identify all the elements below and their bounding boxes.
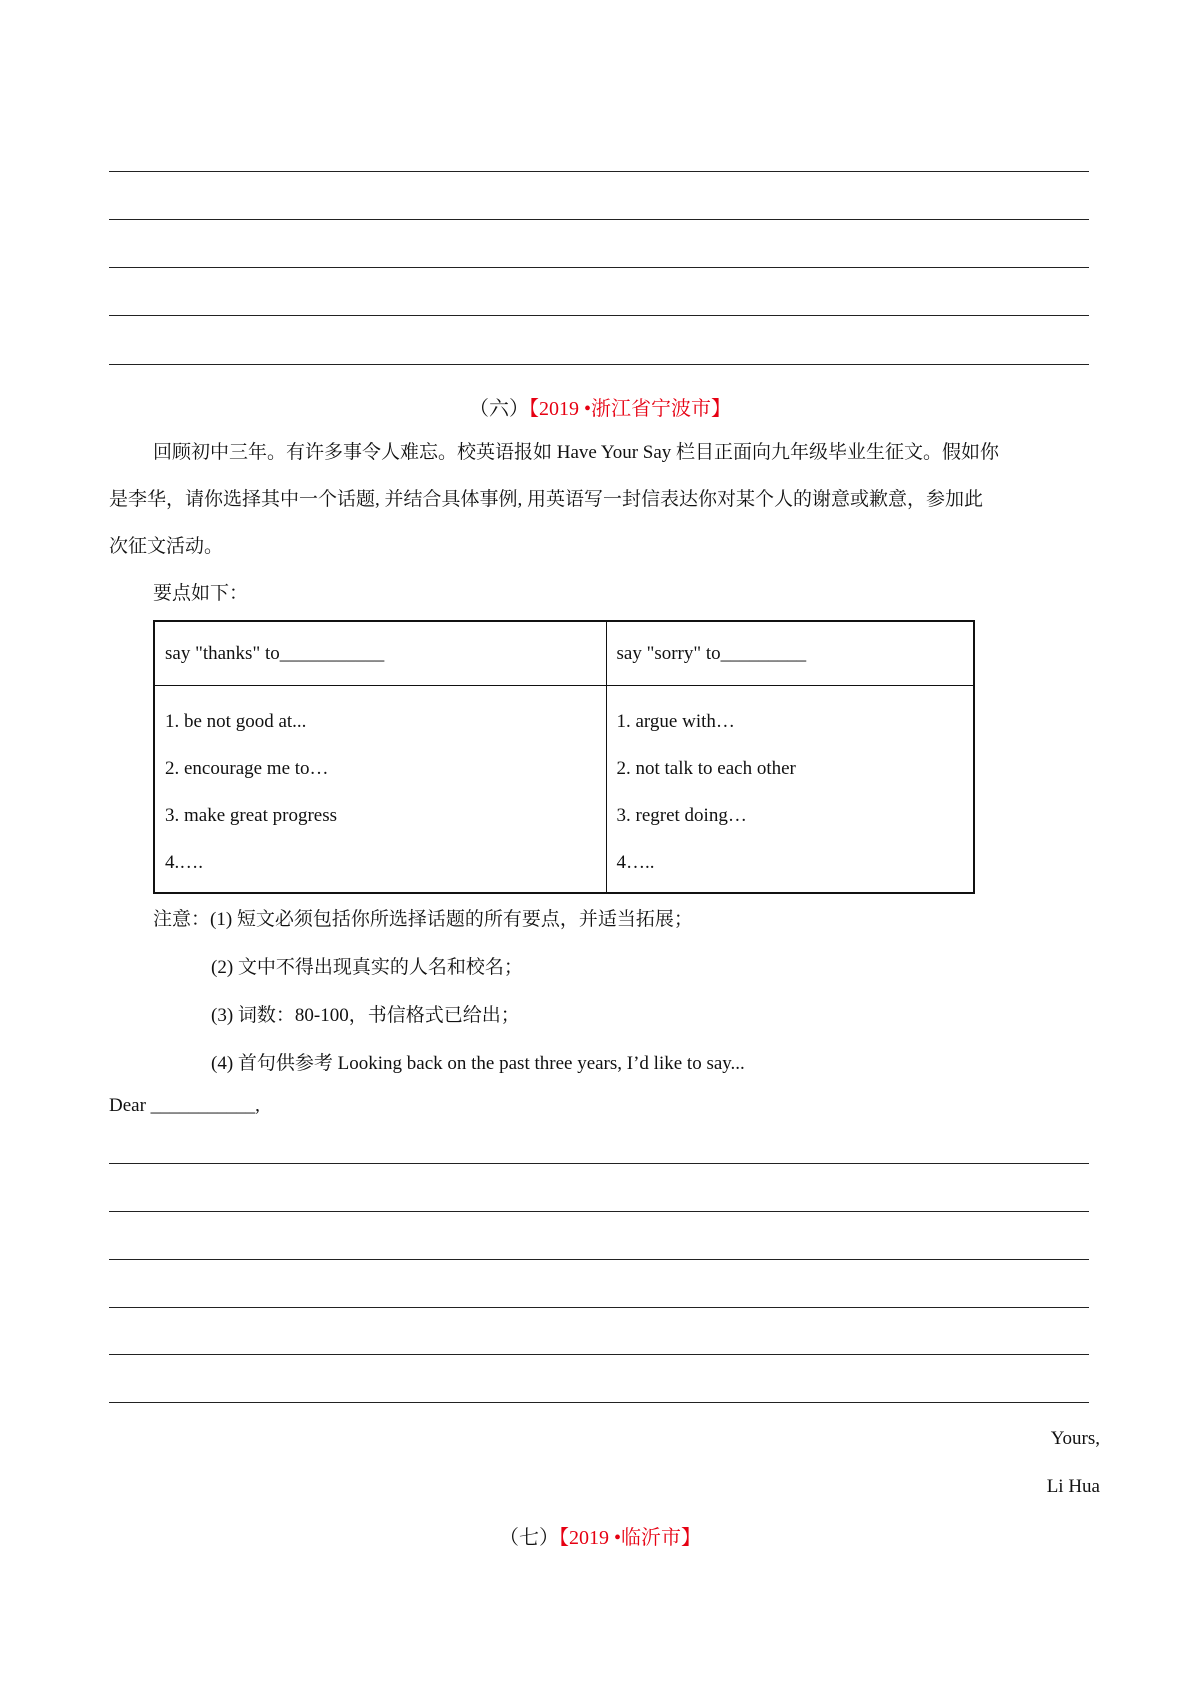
signature: Li Hua	[1046, 1476, 1100, 1497]
points-table	[153, 620, 975, 894]
answer-line	[109, 1163, 1089, 1164]
point-item: 2. not talk to each other	[616, 758, 796, 779]
section-number: （七）	[498, 1527, 559, 1549]
intro-line: 次征文活动。	[109, 536, 224, 557]
closing: Yours,	[1050, 1428, 1100, 1449]
answer-line	[109, 364, 1089, 365]
thanks-header: say "thanks" to___________	[154, 621, 606, 686]
intro-line: 回顾初中三年。有许多事令人难忘。校英语报如 Have Your Say 栏目正面向九年级毕业生征文。假如你	[153, 442, 1000, 463]
source-label: 【2019 •临沂市】	[558, 1527, 701, 1549]
sorry-points	[606, 686, 974, 894]
answer-line	[109, 1307, 1089, 1308]
answer-line	[109, 171, 1089, 172]
answer-line	[109, 219, 1089, 220]
thanks-points	[154, 686, 606, 894]
point-item: 1. argue with…	[616, 711, 735, 732]
answer-line	[109, 1259, 1089, 1260]
point-item: 1. be not good at...	[165, 711, 307, 732]
points-label: 要点如下：	[153, 583, 249, 604]
task-description	[109, 429, 1099, 617]
note-1: 注意：(1) 短文必须包括你所选择话题的所有要点，并适当拓展；	[153, 909, 693, 930]
intro-line: 是李华，请你选择其中一个话题, 并结合具体事例, 用英语写一封信表达你对某个人的谢意或歉意，参加此	[109, 489, 984, 510]
answer-line	[109, 1402, 1089, 1403]
source-label: 【2019 •浙江省宁波市】	[528, 398, 731, 420]
point-item: 2. encourage me to…	[165, 758, 329, 779]
section-heading-7	[0, 1521, 1200, 1550]
answer-line	[109, 1354, 1089, 1355]
point-item: 3. make great progress	[165, 805, 337, 826]
answer-line	[109, 315, 1089, 316]
section-heading-6	[0, 392, 1200, 421]
note-4: (4) 首句供参考 Looking back on the past three years, I’d like to say...	[211, 1053, 745, 1074]
answer-line	[109, 267, 1089, 268]
answer-line	[109, 1211, 1089, 1212]
point-item: 4…..	[616, 852, 655, 873]
point-item: 4.….	[165, 852, 203, 873]
point-item: 3. regret doing…	[616, 805, 747, 826]
note-3: (3) 词数：80-100，书信格式已给出；	[211, 1005, 520, 1026]
section-number: （六）	[468, 398, 529, 420]
note-2: (2) 文中不得出现真实的人名和校名；	[211, 957, 523, 978]
sorry-header: say "sorry" to_________	[606, 621, 974, 686]
salutation: Dear ___________,	[109, 1095, 260, 1116]
